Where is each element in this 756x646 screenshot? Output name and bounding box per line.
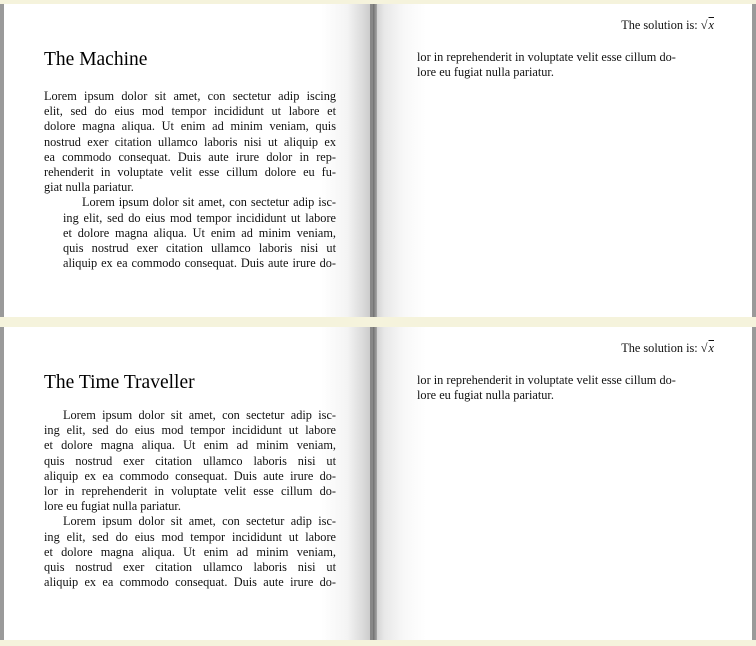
text-line: Lorem ipsum dolor sit amet, con sectetur adip isc- <box>82 195 336 210</box>
paragraph <box>44 195 336 271</box>
text-line: Lorem ipsum dolor sit amet, con sectetur adip iscing <box>44 89 336 103</box>
text-line: Lorem ipsum dolor sit amet, con sectetur adip isc- <box>63 408 336 422</box>
text-line: quis nostrud exer citation ullamco laboris nisi ut <box>63 241 336 256</box>
text-line: quis nostrud exer citation ullamco laboris nisi ut <box>44 453 336 468</box>
sqrt-symbol: √ <box>700 18 708 32</box>
text-line: quis nostrud exer citation ullamco laboris nisi ut <box>44 560 336 575</box>
text-line: et dolore magna aliqua. Ut enim ad minim veniam, <box>44 438 336 453</box>
sqrt-formula <box>701 18 714 32</box>
text-line: lor in reprehenderit in voluptate velit esse cillum do- <box>417 50 676 64</box>
header-text: The solution is: <box>621 18 698 32</box>
sqrt-symbol: √ <box>700 341 708 355</box>
continued-text <box>417 373 699 403</box>
text-line: aliquip ex ea commodo consequat. Duis aute irure do- <box>44 575 336 590</box>
text-line: dolore magna aliqua. Ut enim ad minim veniam, quis <box>44 119 336 134</box>
text-line: ing elit, sed do eius mod tempor incididunt ut labore <box>63 210 336 225</box>
text-line: nostrud exer citation ullamco laboris nisi ut aliquip ex <box>44 134 336 149</box>
right-page <box>373 4 756 317</box>
text-line: lore eu fugiat nulla pariatur. <box>417 65 554 80</box>
text-line: lor in reprehenderit in voluptate velit esse cillum do- <box>44 484 336 499</box>
continued-text <box>417 50 699 80</box>
sqrt-formula <box>701 341 714 355</box>
text-line: ing elit, sed do eius mod tempor incididunt ut labore <box>44 423 336 438</box>
sqrt-variable: x <box>708 341 714 355</box>
text-line: et dolore magna aliqua. Ut enim ad minim veniam, <box>44 544 336 559</box>
paragraph <box>44 408 336 514</box>
text-line: et dolore magna aliqua. Ut enim ad minim veniam, <box>63 225 336 240</box>
right-page <box>373 327 756 640</box>
sqrt-variable: x <box>708 18 714 32</box>
text-line: lor in reprehenderit in voluptate velit esse cillum do- <box>417 373 676 387</box>
text-line: ing elit, sed do eius mod tempor incididunt ut labore <box>44 529 336 544</box>
text-line: aliquip ex ea commodo consequat. Duis aute irure do- <box>44 468 336 483</box>
running-header <box>621 18 714 33</box>
text-line: aliquip ex ea commodo consequat. Duis aute irure do- <box>63 256 336 271</box>
text-line: giat nulla pariatur. <box>44 180 134 195</box>
chapter-body <box>44 89 336 271</box>
text-line: Lorem ipsum dolor sit amet, con sectetur adip isc- <box>63 514 336 529</box>
text-line: rehenderit in voluptate velit esse cillum dolore eu fu- <box>44 165 336 180</box>
left-page <box>0 327 373 640</box>
chapter-title: The Machine <box>44 49 148 70</box>
text-line: elit, sed do eius mod tempor incididunt ut labore et <box>44 104 336 119</box>
book-spread-1 <box>0 4 756 317</box>
chapter-title: The Time Traveller <box>44 372 195 393</box>
chapter-body <box>44 408 336 590</box>
left-page <box>0 4 373 317</box>
book-spread-2 <box>0 327 756 640</box>
text-line: lore eu fugiat nulla pariatur. <box>44 499 181 514</box>
text-line: lore eu fugiat nulla pariatur. <box>417 388 554 403</box>
paragraph <box>44 89 336 195</box>
header-text: The solution is: <box>621 341 698 355</box>
text-line: ea commodo consequat. Duis aute irure dolor in rep- <box>44 149 336 164</box>
running-header <box>621 341 714 356</box>
page-gutter <box>373 4 377 317</box>
page-gutter <box>373 327 377 640</box>
paragraph <box>44 514 336 590</box>
